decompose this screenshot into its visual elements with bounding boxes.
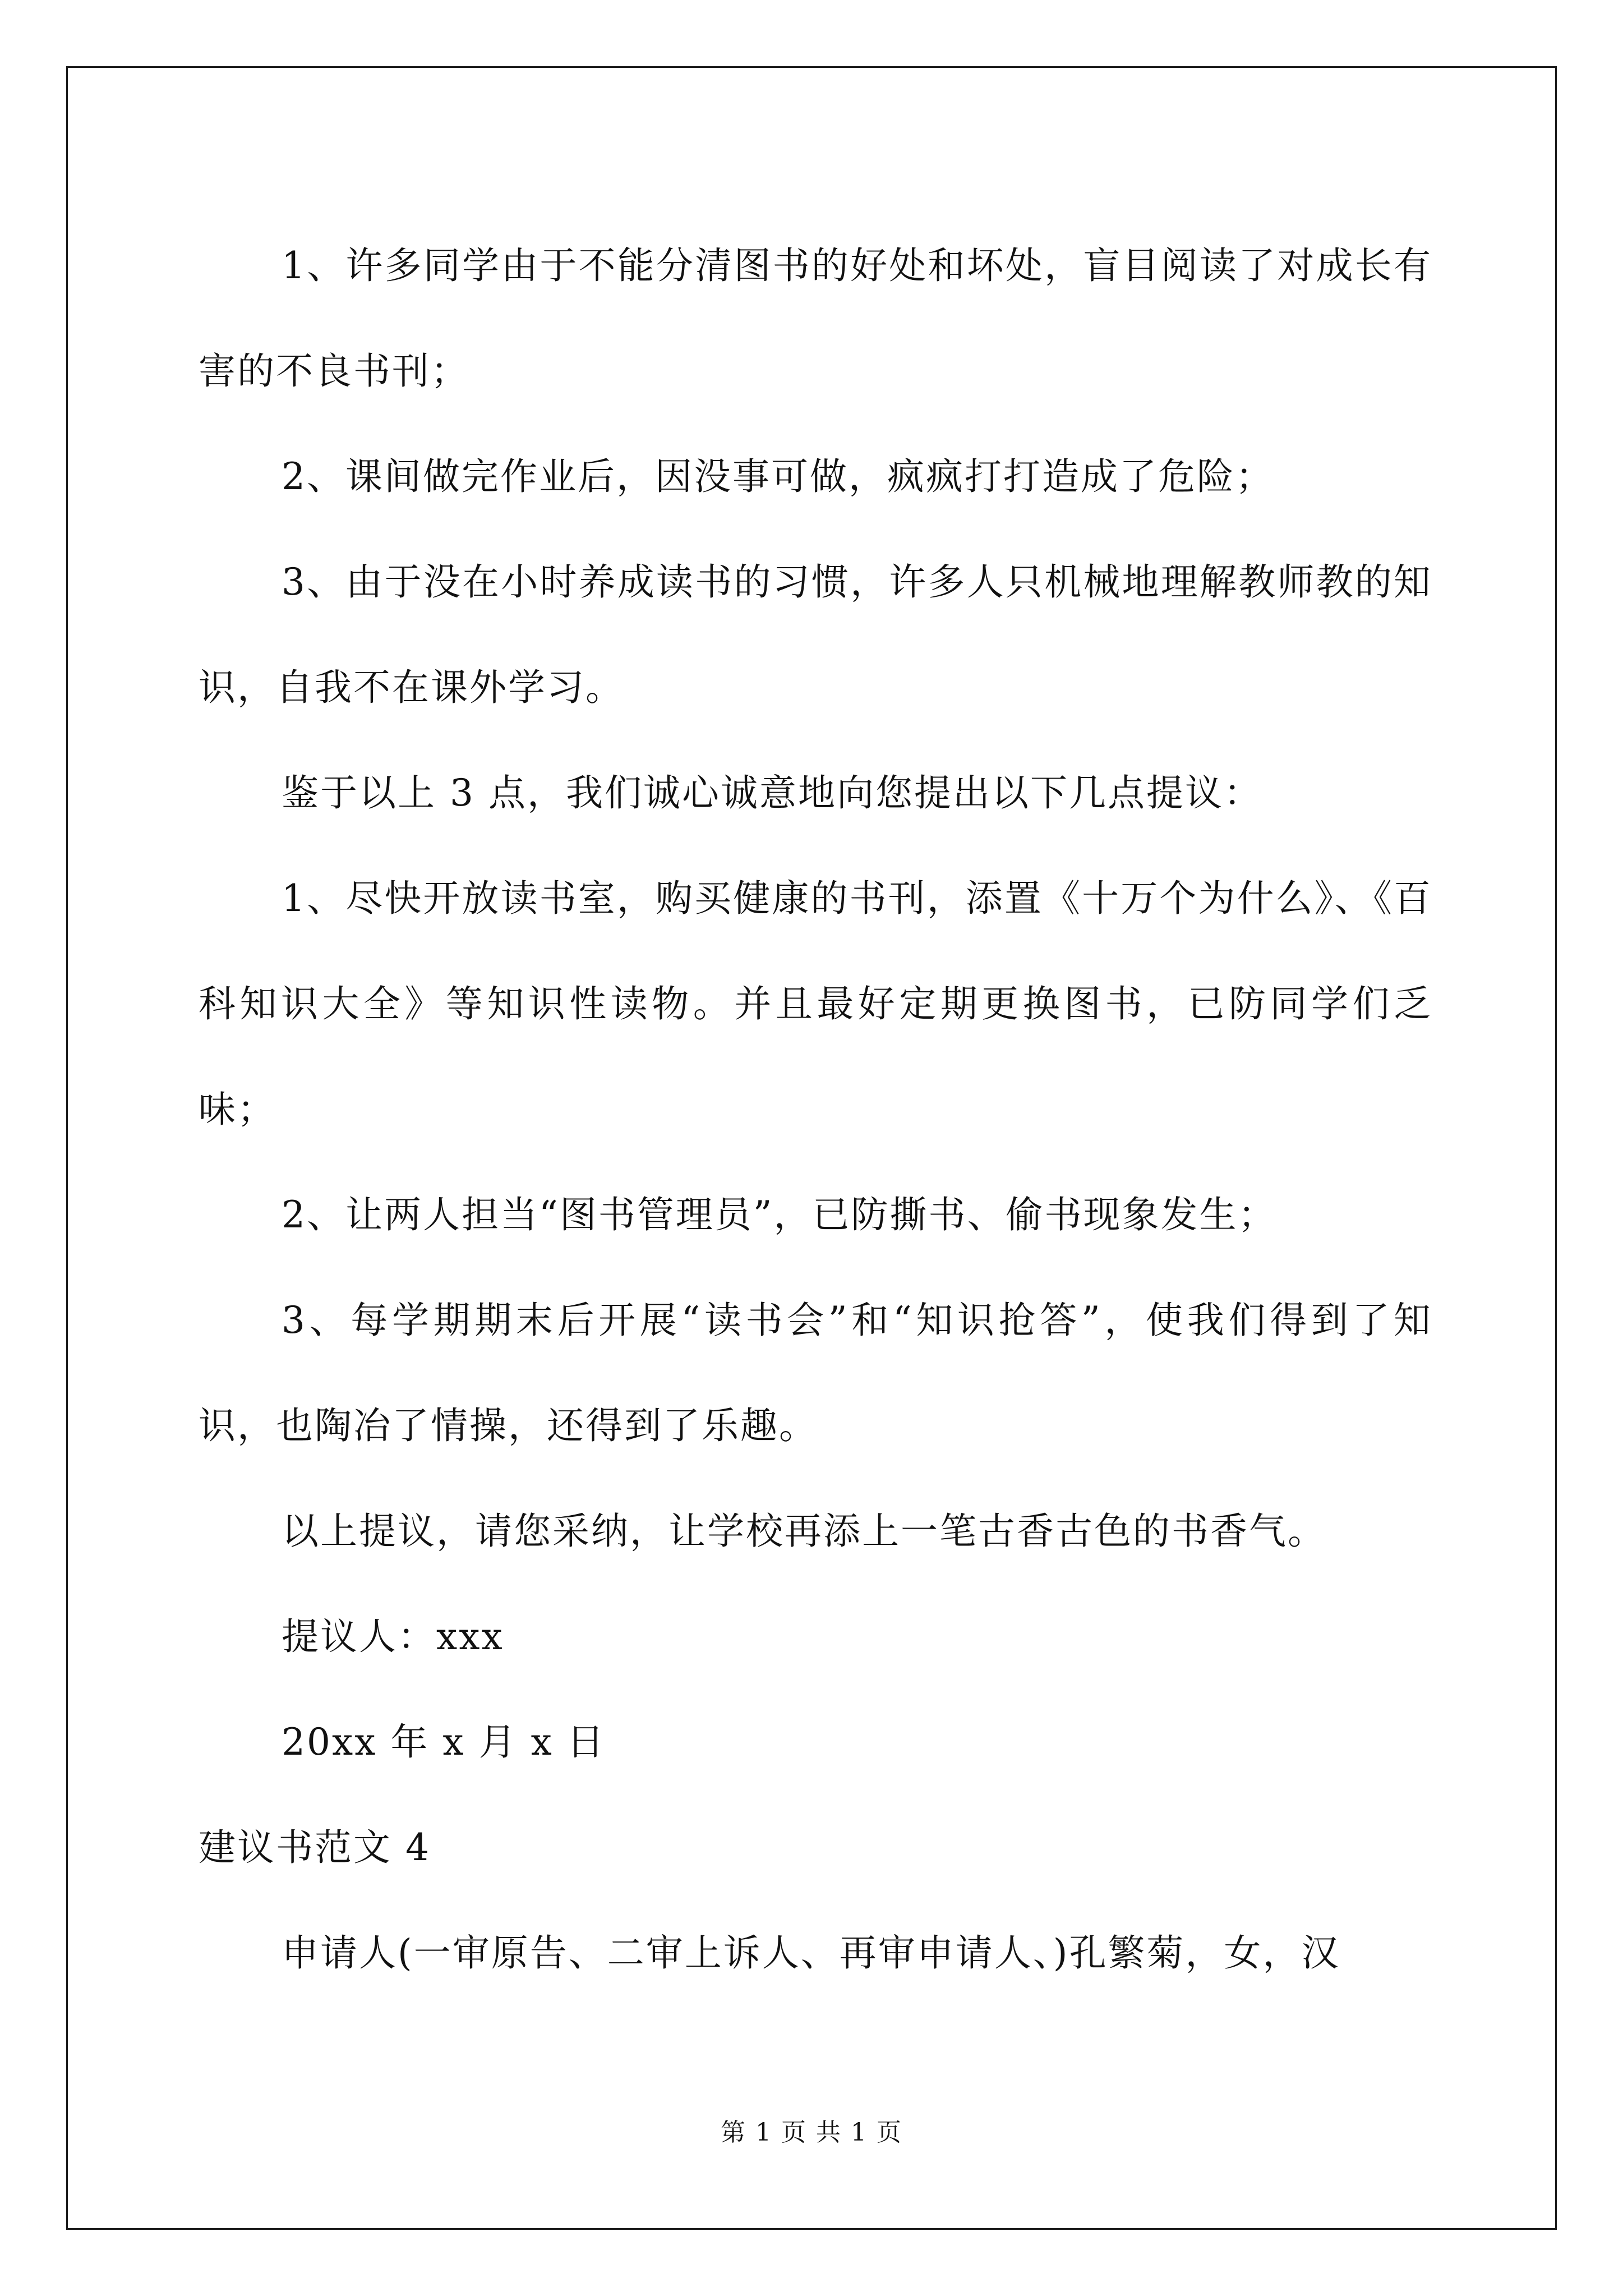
paragraph-proposal-1: 1、尽快开放读书室，购买健康的书刊，添置《十万个为什么》、《百科知识大全》等知识性读物。并且最好定期更换图书，已防同学们乏味；: [199, 877, 1432, 1131]
paragraph-reason-1: 1、许多同学由于不能分清图书的好处和坏处，盲目阅读了对成长有害的不良书刊；: [199, 244, 1432, 393]
paragraph-reason-2: 2、课间做完作业后，因没事可做，疯疯打打造成了危险；: [282, 455, 1274, 498]
document-body: [199, 213, 1432, 2006]
paragraph-proposal-3: 3、每学期期末后开展“读书会”和“知识抢答”，使我们得到了知识，也陶冶了情操，还得到了乐趣。: [199, 1299, 1432, 1447]
proposer-line: 提议人：xxx: [282, 1615, 504, 1658]
paragraph-reason-3: 3、由于没在小时养成读书的习惯，许多人只机械地理解教师教的知识，自我不在课外学习。: [199, 560, 1432, 709]
section-heading: 建议书范文 4: [199, 1826, 431, 1869]
paragraph-proposal-2: 2、让两人担当“图书管理员”，已防撕书、偷书现象发生；: [282, 1193, 1277, 1236]
paragraph-closing: 以上提议，请您采纳，让学校再添上一笔古香古色的书香气。: [282, 1510, 1326, 1553]
page-footer: 第 1 页 共 1 页: [721, 2118, 902, 2147]
paragraph-applicant: 申请人(一审原告、二审上诉人、再审申请人、)孔繁菊，女，汉: [282, 1931, 1340, 1975]
date-line: 20xx 年 x 月 x 日: [282, 1720, 606, 1764]
paragraph-proposal-intro: 鉴于以上 3 点，我们诚心诚意地向您提出以下几点提议：: [282, 771, 1262, 815]
